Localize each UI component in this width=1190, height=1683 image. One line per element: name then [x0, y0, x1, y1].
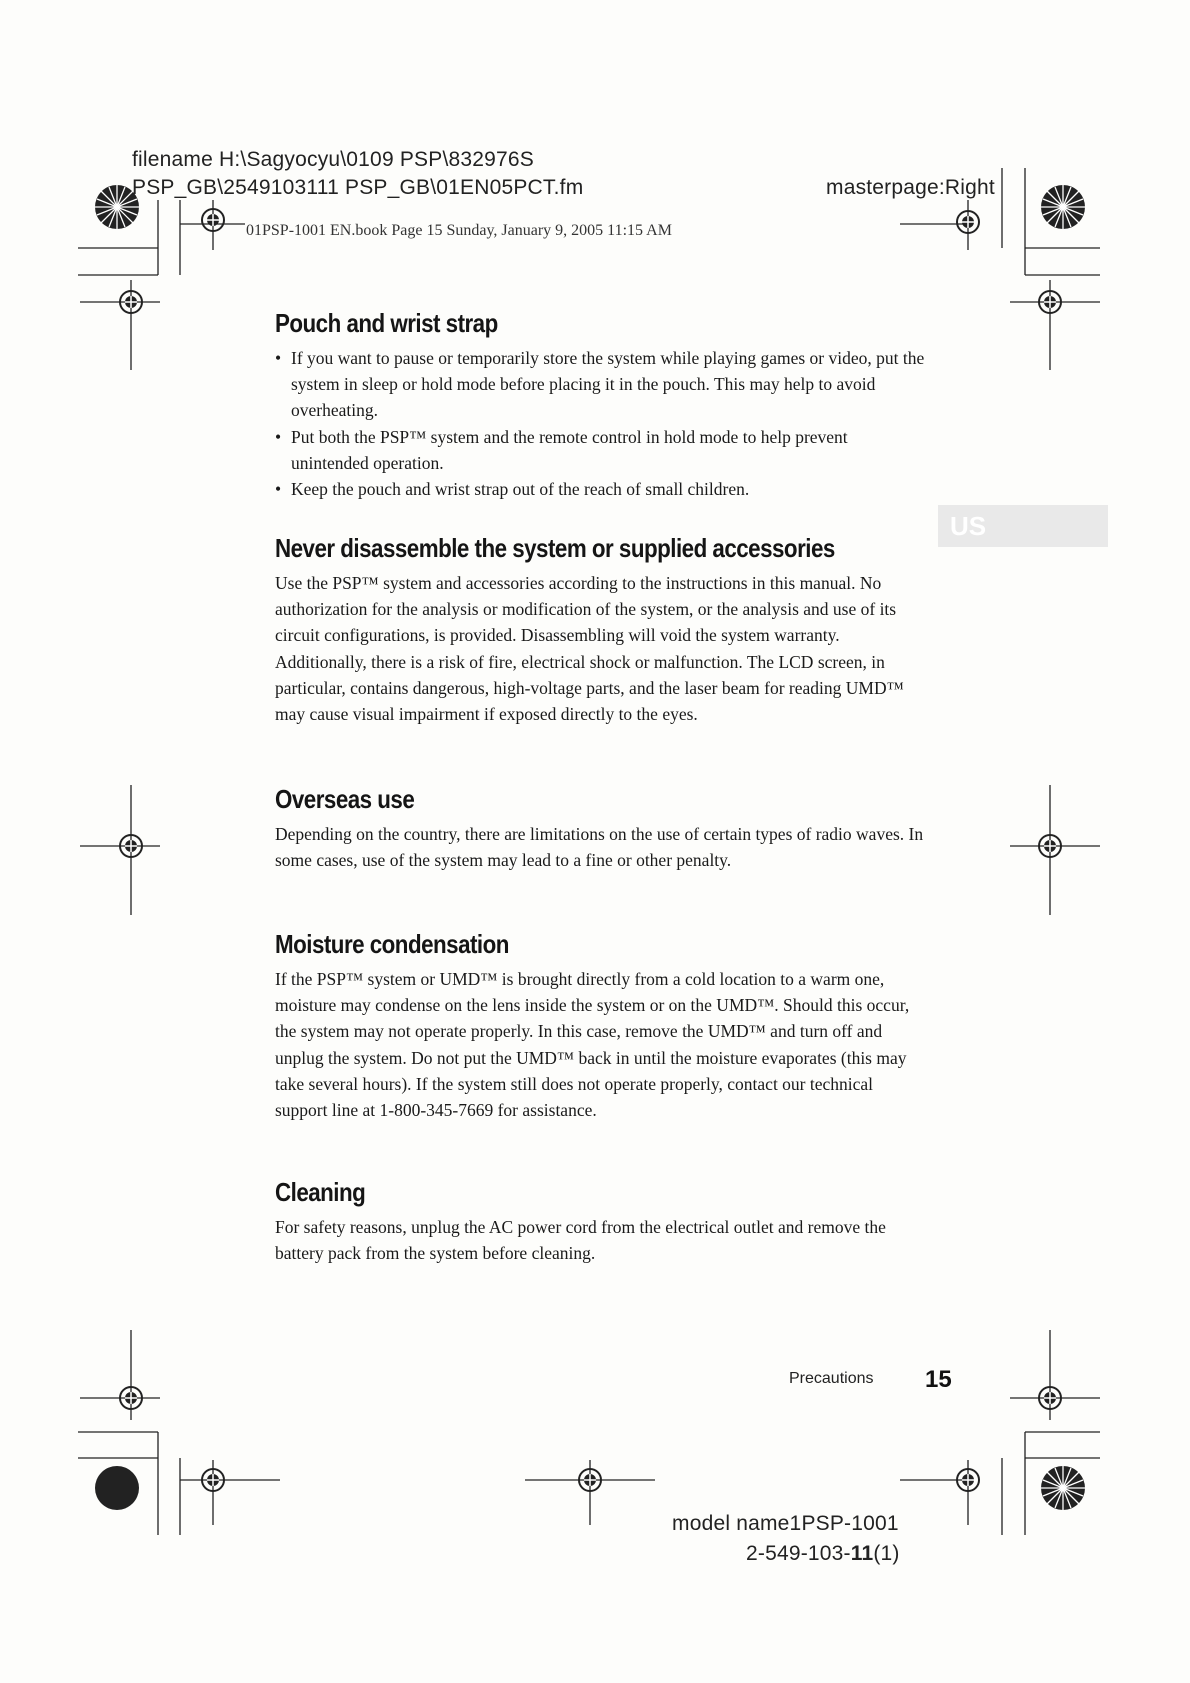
language-tab: US: [938, 505, 1108, 547]
section-title: Pouch and wrist strap: [275, 308, 498, 338]
list-item: • Keep the pouch and wrist strap out of the reach of small children.: [275, 476, 925, 502]
section-body: For safety reasons, unplug the AC power cord from the electrical outlet and remove the battery pack from the system before cleaning.: [275, 1217, 886, 1264]
section-moisture-condensation: [275, 929, 925, 1123]
model-name-label: model name1PSP-1001: [672, 1512, 899, 1535]
section-title: Overseas use: [275, 784, 415, 814]
part-number-bold: 11: [850, 1542, 874, 1565]
part-number-label: [746, 1542, 900, 1566]
part-number-suffix: (1): [873, 1542, 900, 1565]
section-body: Use the PSP™ system and accessories according to the instructions in this manual. No authorization for the analysis or modification of the system, or the analysis and use of its circuit configurations, is provided. Disassembling will void the system warranty. Additionally, there is a risk of fire, electrical shock or malfunction. The LCD screen, in particular, contains dangerous, high-voltage parts, and the laser beam for reading UMD™ may cause visual impairment if exposed directly to the eyes.: [275, 573, 904, 725]
section-body: Depending on the country, there are limitations on the use of certain types of radio waves. In some cases, use of the system may lead to a fine or other penalty.: [275, 824, 924, 871]
section-cleaning: [275, 1177, 925, 1266]
part-number-prefix: 2-549-103-: [746, 1542, 851, 1565]
section-title: Cleaning: [275, 1177, 366, 1207]
page-number: 15: [925, 1366, 952, 1393]
section-title: Moisture condensation: [275, 929, 509, 959]
bullet-list: [275, 345, 925, 502]
filename-label: filename H:\Sagyocyu\0109 PSP\832976S: [132, 148, 534, 171]
section-body: If the PSP™ system or UMD™ is brought directly from a cold location to a warm one, moisture may condense on the lens inside the system or on the UMD™. Should this occur, the system may not operate properly. In this case, remove the UMD™ and turn off and unplug the system. Do not put the UMD™ back in until the moisture evaporates (this may take several hours). If the system still does not operate properly, contact our technical support line at 1-800-345-7669 for assistance.: [275, 969, 910, 1121]
list-item: • If you want to pause or temporarily store the system while playing games or video, put the system in sleep or hold mode before placing it in the pouch. This may help to avoid overheating.: [275, 345, 925, 424]
section-pouch-wrist-strap: [275, 308, 925, 502]
section-never-disassemble: [275, 533, 925, 727]
book-info-line: 01PSP-1001 EN.book Page 15 Sunday, January 9, 2005 11:15 AM: [246, 222, 672, 239]
list-item: • Put both the PSP™ system and the remote control in hold mode to help prevent unintended operation.: [275, 424, 925, 476]
footer-section-label: Precautions: [789, 1370, 874, 1387]
section-title: Never disassemble the system or supplied accessories: [275, 533, 835, 563]
section-overseas-use: [275, 784, 925, 873]
file-path-label: PSP_GB\2549103111 PSP_GB\01EN05PCT.fm: [132, 176, 584, 199]
masterpage-label: masterpage:Right: [826, 176, 995, 199]
